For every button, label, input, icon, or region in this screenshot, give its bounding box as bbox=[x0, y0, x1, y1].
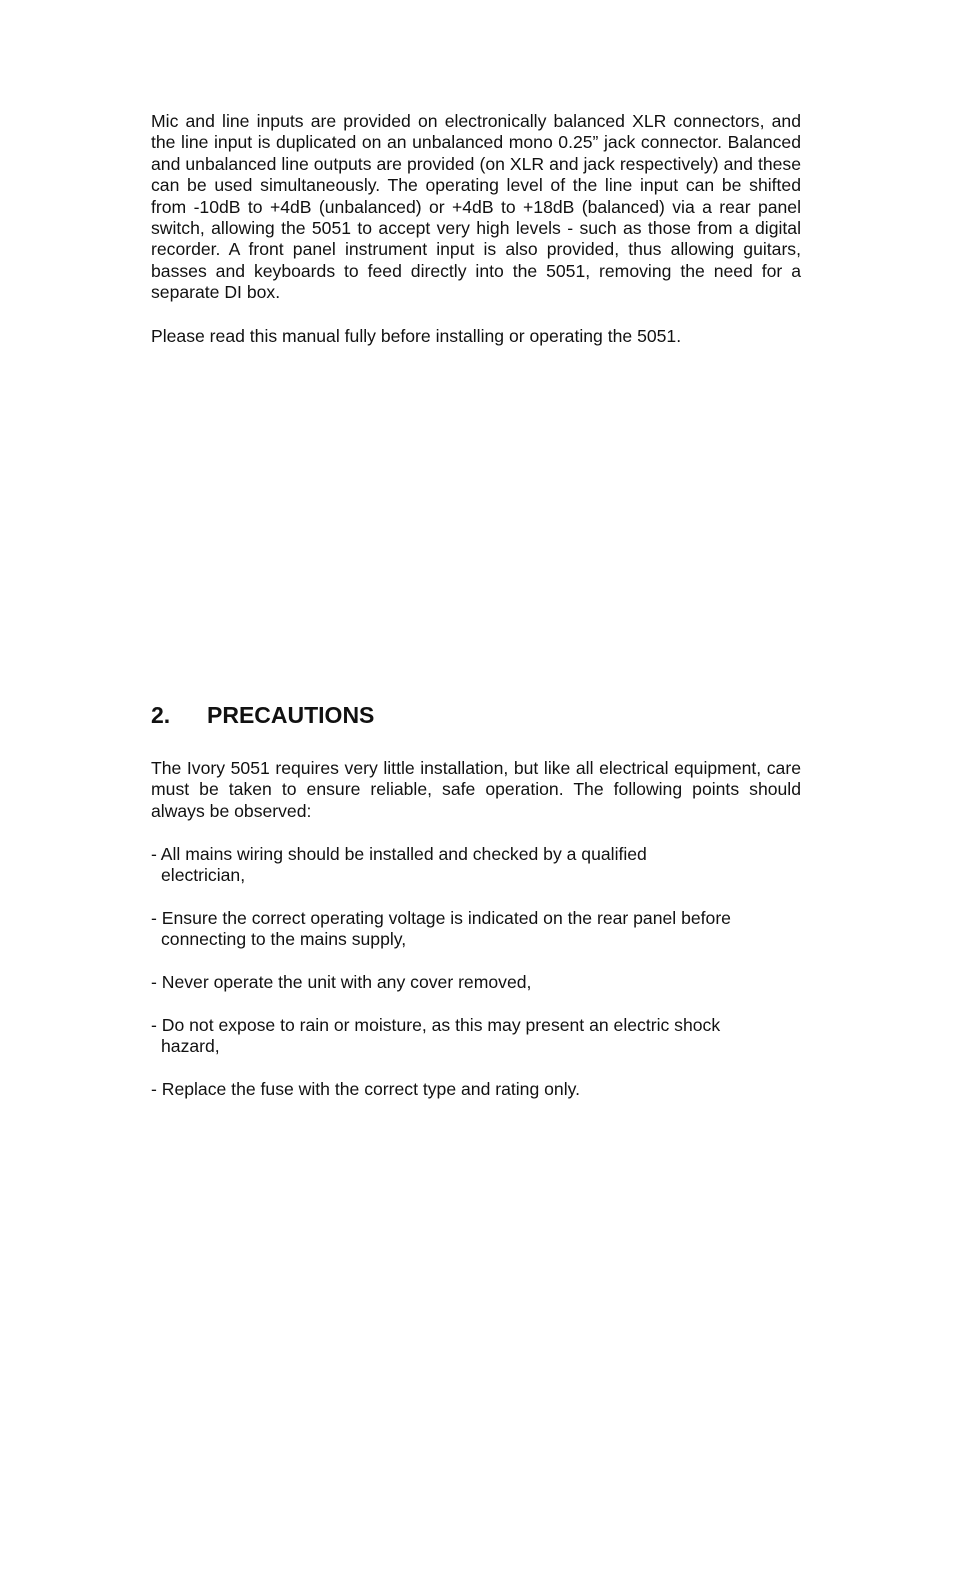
precautions-intro-paragraph: The Ivory 5051 requires very little installation, but like all electrical equipment, care must be taken to ensure reliable, safe operation. The following points should always be observed: bbox=[151, 758, 801, 821]
intro-paragraph: Mic and line inputs are provided on electronically balanced XLR connectors, and the line input is duplicated on an unbalanced mono 0.25” jack connector. Balanced and unbalanced line outputs are provided (on XLR and jack respectively) and these can be used simultaneously. The operating level of the line input can be shifted from -10dB to +4dB (unbalanced) or +4dB to +18dB (balanced) via a rear panel switch, allowing the 5051 to accept very high levels - such as those from a digital recorder. A front panel instrument input is also provided, thus allowing guitars, basses and keyboards to feed directly into the 5051, removing the need for a separate DI box. bbox=[151, 111, 801, 303]
precaution-item: - Ensure the correct operating voltage is indicated on the rear panel before connecting to the mains supply, bbox=[151, 908, 731, 950]
section-title: PRECAUTIONS bbox=[207, 702, 375, 728]
read-manual-note: Please read this manual fully before installing or operating the 5051. bbox=[151, 326, 682, 346]
section-number: 2. bbox=[151, 702, 171, 728]
section-heading bbox=[151, 702, 374, 729]
precaution-item: - Replace the fuse with the correct type and rating only. bbox=[151, 1079, 580, 1099]
precaution-item: - Never operate the unit with any cover removed, bbox=[151, 972, 532, 992]
precaution-item: - Do not expose to rain or moisture, as this may present an electric shock hazard, bbox=[151, 1015, 721, 1057]
precaution-item: - All mains wiring should be installed and checked by a qualified electrician, bbox=[151, 844, 647, 886]
